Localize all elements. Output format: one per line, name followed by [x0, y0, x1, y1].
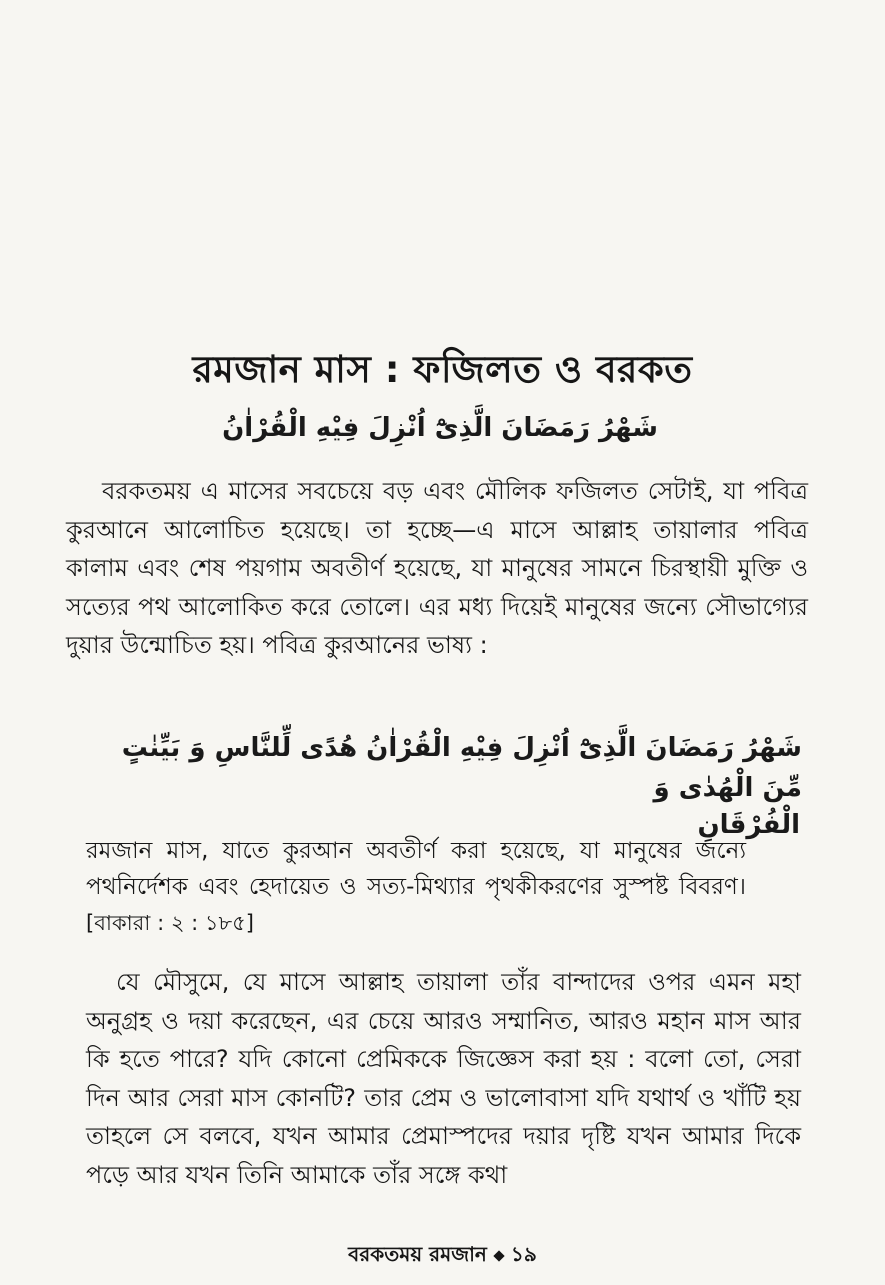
page-footer — [0, 1240, 885, 1273]
diamond-separator-icon — [493, 1250, 504, 1261]
arabic-verse-line-1: شَهْرُ رَمَضَانَ الَّذِیْٓ اُنْزِلَ فِیْهِ الْقُرْاٰنُ هُدًی لِّلنَّاسِ وَ بَیِّنٰتٍ مِّنَ الْهُدٰی وَ — [121, 733, 802, 803]
arabic-heading: شَهْرُ رَمَضَانَ الَّذِیْٓ اُنْزِلَ فِیْهِ الْقُرْاٰنُ — [222, 413, 658, 443]
chapter-title: রমজান মাস : ফজিলত ও বরকত — [192, 348, 693, 391]
arabic-verse-line-2: الْفُرْقَانِ — [697, 810, 800, 840]
paragraph-1 — [66, 472, 808, 665]
translation-text: রমজান মাস, যাতে কুরআন অবতীর্ণ করা হয়েছে, যা মানুষের জন্যে পথনির্দেশক এবং হেদায়েত ও সত্য-মিথ্যার পৃথকীকরণের সুস্পষ্ট বিবরণ। — [86, 838, 746, 900]
paragraph-2-text: যে মৌসুমে, যে মাসে আল্লাহ তায়ালা তাঁর বান্দাদের ওপর এমন মহা অনুগ্রহ ও দয়া করেছেন, এর চেয়ে আরও সম্মানিত, আরও মহান মাস আর কি হতে পারে? যদি কোনো প্রেমিককে জিজ্ঞেস করা হয় : বলো তো, সেরা দিন আর সেরা মাস কোনটি? তার প্রেম ও ভালোবাসা যদি যথার্থ ও খাঁটি হয় তাহলে সে বলবে, যখন আমার প্রেমাস্পদের দয়ার দৃষ্টি যখন আমার দিকে পড়ে আর যখন তিনি আমাকে তাঁর সঙ্গে কথা — [86, 968, 801, 1189]
page-number: ১৯ — [510, 1242, 537, 1266]
paragraph-2 — [86, 963, 801, 1194]
paragraph-1-text: বরকতময় এ মাসের সবচেয়ে বড় এবং মৌলিক ফজিলত সেটাই, যা পবিত্র কুরআনে আলোচিত হয়েছে। তা হচ্ছে—এ মাসে আল্লাহ তায়ালার পবিত্র কালাম এবং শেষ পয়গাম অবতীর্ণ হয়েছে, যা মানুষের সামনে চিরস্থায়ী মুক্তি ও সত্যের পথ আলোকিত করে তোলে। এর মধ্য দিয়েই মানুষের জন্যে সৌভাগ্যের দুয়ার উন্মোচিত হয়। পবিত্র কুরআনের ভাষ্য : — [66, 477, 808, 659]
verse-reference: [বাকারা : ২ : ১৮৫] — [86, 911, 254, 935]
verse-translation — [86, 833, 746, 941]
footer-book-title: বরকতময় রমজান — [348, 1242, 487, 1266]
